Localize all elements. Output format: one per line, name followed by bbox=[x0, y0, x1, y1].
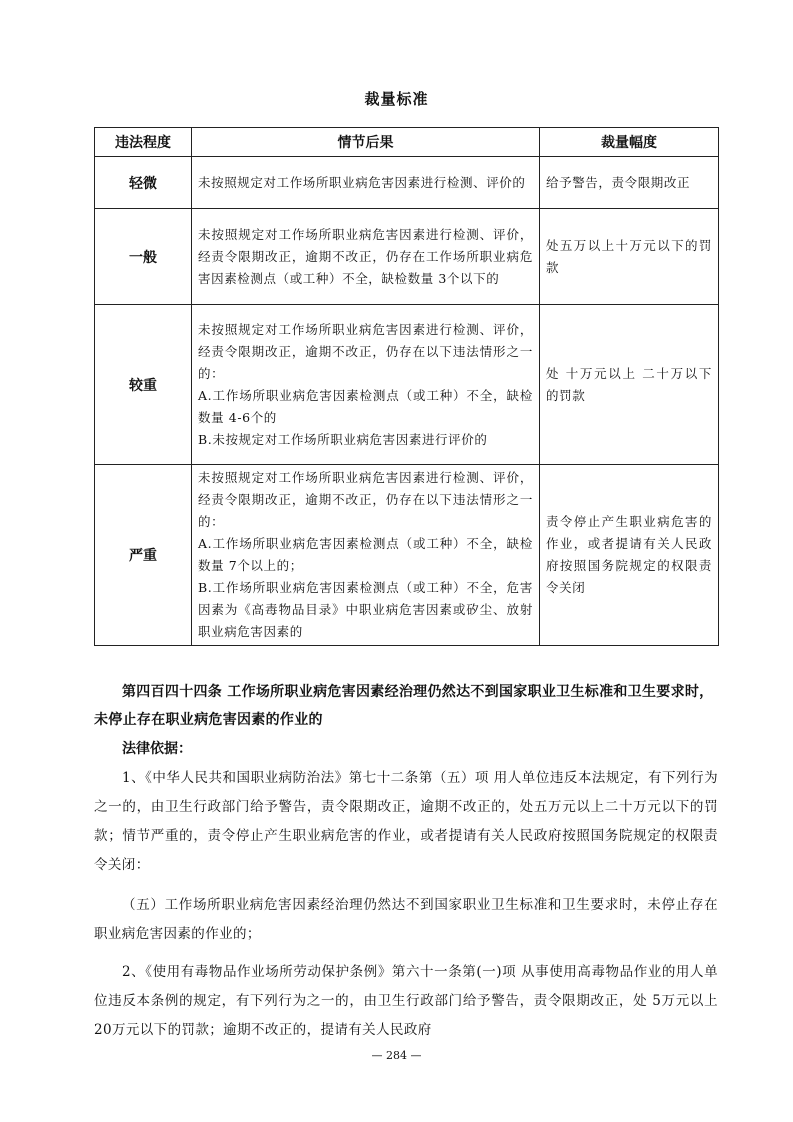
circumstance-line: A.工作场所职业病危害因素检测点（或工种）不全，缺检数量 4-6个的 bbox=[198, 387, 533, 425]
header-penalty-range: 裁量幅度 bbox=[540, 128, 719, 157]
circumstances-cell bbox=[192, 305, 540, 465]
circumstance-line: 未按照规定对工作场所职业病危害因素进行检测、评价，经责令限期改正，逾期不改正，仍存在以下违法情形之一的： bbox=[198, 470, 533, 529]
circumstance-line: B.工作场所职业病危害因素检测点（或工种）不全，危害因素为《高毒物品目录》中职业病危害因素或矽尘、放射职业病危害因素的 bbox=[198, 580, 533, 639]
circumstance-line: B.未按规定对工作场所职业病危害因素进行评价的 bbox=[198, 431, 488, 447]
page-number: — 284 — bbox=[371, 1049, 422, 1062]
table-row bbox=[95, 465, 719, 646]
circumstances-cell: 未按照规定对工作场所职业病危害因素进行检测、评价，经责令限期改正，逾期不改正，仍存在工作场所职业病危害因素检测点（或工种）不全，缺检数量 3个以下的 bbox=[192, 209, 540, 305]
circumstance-line: A.工作场所职业病危害因素检测点（或工种）不全，缺检数量 7个以上的； bbox=[198, 536, 533, 573]
penalty-cell: 给予警告，责令限期改正 bbox=[540, 157, 719, 209]
table-row bbox=[95, 209, 719, 305]
violation-degree: 一般 bbox=[95, 209, 192, 305]
circumstance-line: 未按照规定对工作场所职业病危害因素进行检测、评价，经责令限期改正，逾期不改正，仍存在以下违法情形之一的： bbox=[198, 321, 533, 381]
legal-basis-item-5: （五）工作场所职业病危害因素经治理仍然达不到国家职业卫生标准和卫生要求时，未停止存在职业病危害因素的作业的； bbox=[94, 897, 718, 942]
legal-basis-paragraph-1: 1、《中华人民共和国职业病防治法》第七十二条第（五）项 用人单位违反本法规定，有下列行为之一的，由卫生行政部门给予警告，责令限期改正，逾期不改正的，处五万元以上二十万元以下的罚款；情节严重的，责令停止产生职业病危害的作业，或者提请有关人民政府按照国务院规定的权限责令关闭： bbox=[94, 770, 718, 873]
legal-basis-paragraph-2: 2、《使用有毒物品作业场所劳动保护条例》第六十一条第(一)项 从事使用高毒物品作业的用人单位违反本条例的规定，有下列行为之一的，由卫生行政部门给予警告，责令限期改正，处 5万元以上 20万元以下的罚款；逾期不改正的，提请有关人民政府 bbox=[94, 964, 718, 1038]
legal-basis-label: 法律依据： bbox=[122, 741, 192, 757]
table-header-row bbox=[95, 128, 719, 157]
table-row bbox=[95, 157, 719, 209]
header-circumstances: 情节后果 bbox=[192, 128, 540, 157]
circumstances-cell: 未按照规定对工作场所职业病危害因素进行检测、评价的 bbox=[192, 157, 540, 209]
penalty-cell: 责令停止产生职业病危害的作业，或者提请有关人民政府按照国务院规定的权限责令关闭 bbox=[540, 465, 719, 646]
table-title: 裁量标准 bbox=[364, 90, 429, 108]
penalty-cell: 处 十万元以上 二十万以下的罚款 bbox=[540, 305, 719, 465]
violation-degree: 严重 bbox=[95, 465, 192, 646]
table-row bbox=[95, 305, 719, 465]
article-heading: 第四百四十四条 工作场所职业病危害因素经治理仍然达不到国家职业卫生标准和卫生要求时，未停止存在职业病危害因素的作业的 bbox=[94, 684, 714, 728]
circumstances-cell bbox=[192, 465, 540, 646]
violation-degree: 轻微 bbox=[95, 157, 192, 209]
violation-degree: 较重 bbox=[95, 305, 192, 465]
penalty-cell: 处五万以上十万元以下的罚款 bbox=[540, 209, 719, 305]
penalty-standard-table bbox=[94, 127, 719, 646]
header-violation-degree: 违法程度 bbox=[95, 128, 192, 157]
